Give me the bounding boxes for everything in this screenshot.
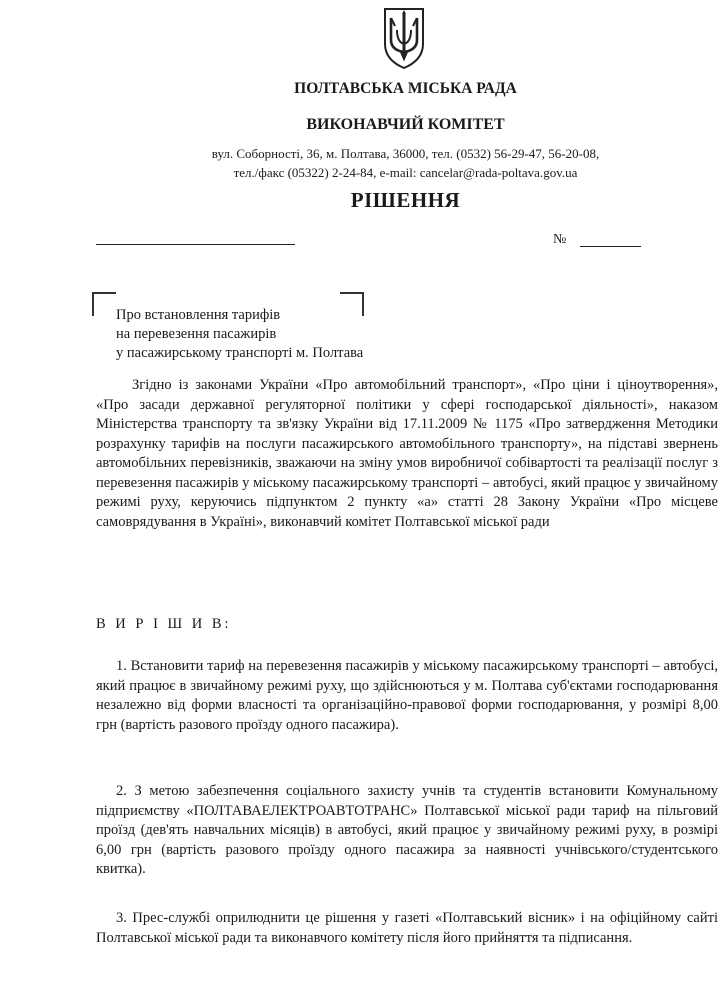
number-label: № xyxy=(553,232,567,247)
address-line-2: тел./факс (05322) 2-24-84, e-mail: cancelar@rada-poltava.gov.ua xyxy=(233,165,578,180)
decision-item-3: 3. Прес-службі оприлюднити це рішення у газеті «Полтавський вісник» і на офіційному сайті Полтавської міської ради та виконавчого комітету після його прийняття та підписання. xyxy=(96,910,718,946)
committee-name: ВИКОНАВЧИЙ КОМІТЕТ xyxy=(306,116,505,133)
subject-line: на перевезення пасажирів xyxy=(116,326,277,342)
date-blank-line xyxy=(96,244,295,245)
subject-line: Про встановлення тарифів xyxy=(116,307,281,323)
number-blank-line xyxy=(580,246,641,247)
intro-paragraph: Згідно із законами України «Про автомобільний транспорт», «Про ціни і ціноутворення», «Про засади державної регуляторної політики у сфері господарської діяльності», наказом Міністерства транспорту та зв'язку України від 17.11.2009 № 1175 «Про затвердження Методики розрахунку тарифів на послуги пасажирського автомобільного транспорту», на підставі звернень автомобільних перевізників, зважаючи на зміну умов виробничої собівартості та реалізації послуг з перевезення пасажирів у міському пасажирському транспорті – автобусі, який працює у звичайному режимі руху, керуючись підпунктом 2 пункту «а» статті 28 Закону України «Про місцеве самоврядування в Україні», виконавчий комітет Полтавської міської ради xyxy=(96,377,718,530)
trident-coat-of-arms-icon xyxy=(381,6,427,70)
document-type: РІШЕННЯ xyxy=(350,188,461,212)
decision-item-1: 1. Встановити тариф на перевезення пасажирів у міському пасажирському транспорті – автобусі, який працює в звичайному режимі руху, що здійснюються у м. Полтава суб'єктами господарювання незалежно від форми власності та організаційно-правової форми господарювання, у розмірі 8,00 грн (вартість разового проїзду одного пасажира). xyxy=(96,658,718,733)
council-name: ПОЛТАВСЬКА МІСЬКА РАДА xyxy=(294,80,517,97)
subject-block xyxy=(116,306,363,363)
subject-line: у пасажирському транспорті м. Полтава xyxy=(116,345,364,361)
subject-bracket-left xyxy=(92,292,116,316)
decision-item-2: 2. З метою забезпечення соціального захисту учнів та студентів встановити Комунальному підприємству «ПОЛТАВАЕЛЕКТРОАВТОТРАНС» Полтавської міської ради тариф на пільговий проїзд (дев'ять навчальних місяців) в автобусі, який працює у звичайному режимі руху, в розмірі 6,00 грн (вартість разового проїзду одного пасажира за наявності учнівського/студентського квитка). xyxy=(96,783,718,877)
decided-heading: В И Р І Ш И В: xyxy=(96,616,232,632)
address-line-1: вул. Соборності, 36, м. Полтава, 36000, тел. (0532) 56-29-47, 56-20-08, xyxy=(211,146,600,161)
